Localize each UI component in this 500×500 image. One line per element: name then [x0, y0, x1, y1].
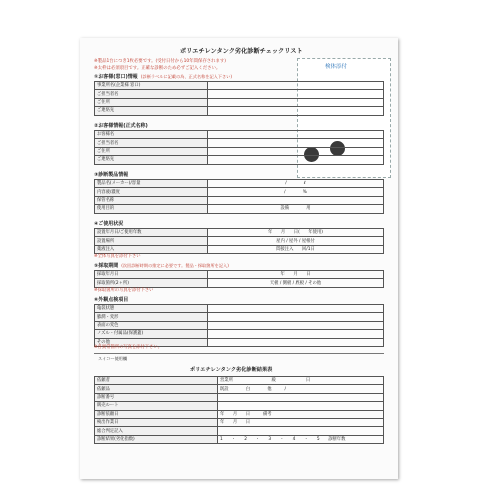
sample-attach-label: 検体添付 — [325, 64, 348, 70]
field-label: 依頼者 — [95, 377, 218, 385]
field-value[interactable] — [208, 82, 384, 90]
divider — [94, 353, 384, 354]
field-value[interactable] — [208, 131, 384, 139]
field-value[interactable]: 年 月 日 備考 — [218, 410, 384, 418]
field-value[interactable] — [208, 330, 384, 338]
table-row — [95, 196, 384, 204]
table-row — [95, 418, 384, 426]
table-row — [95, 377, 384, 385]
sampling-table — [94, 270, 384, 288]
table-row — [95, 180, 384, 188]
table-row — [95, 313, 384, 321]
form-note-1: ※製品1台につき1枚必要です。(受付日付から10年間保存されます) — [94, 59, 226, 64]
result-title: ポリエチレンタンク劣化診断結果表 — [190, 367, 273, 373]
field-label: 診断依頼日 — [95, 410, 218, 418]
field-value[interactable]: / % — [208, 188, 384, 196]
field-label: 内容液/濃度 — [95, 188, 208, 196]
table-row — [95, 321, 384, 329]
table-row — [95, 271, 384, 279]
inspection-table — [94, 304, 384, 347]
section-5-header — [94, 262, 229, 269]
field-value[interactable]: 設備 用 — [208, 205, 384, 213]
field-value[interactable]: 年 月 日( 年使用) — [208, 229, 384, 237]
field-value[interactable] — [218, 402, 384, 410]
field-value[interactable] — [208, 196, 384, 204]
section-1-title: ①お客様(窓口)情報 — [94, 74, 138, 80]
result-table — [94, 376, 384, 444]
field-label: 膨潤・変形 — [95, 313, 208, 321]
table-row — [95, 305, 384, 313]
field-label: 設置年月日/ご使用年数 — [95, 229, 208, 237]
field-label: 依頼品 — [95, 385, 218, 393]
section-4-header — [94, 220, 123, 227]
section-2-title: ②お客様情報(正式名称) — [94, 123, 148, 129]
field-value[interactable] — [208, 156, 384, 164]
field-value[interactable] — [208, 107, 384, 115]
field-value[interactable] — [208, 147, 384, 155]
section-6-title: ⑥外観点検項目 — [94, 297, 129, 303]
field-label: 薬液注入 — [95, 245, 208, 253]
table-row — [95, 82, 384, 90]
field-label: 診断番号 — [95, 393, 218, 401]
table-row — [95, 410, 384, 418]
field-value[interactable] — [218, 393, 384, 401]
checklist-sheet — [80, 38, 398, 479]
field-value[interactable]: 1 ・ 2 ・ 3 ・ 4 ・ 5 診断年数 — [218, 435, 384, 443]
form-note-2: ※太枠は必須項目です。正確な診断のため必ずご記入ください。 — [94, 66, 221, 71]
section-3-title: ③診断製品情報 — [94, 172, 129, 178]
field-label: 採取年月日 — [95, 271, 208, 279]
field-value[interactable]: 間接注入 回/1日 — [208, 245, 384, 253]
form-title: ポリエチレンタンク劣化診断チェックリスト — [180, 48, 303, 55]
table-row — [95, 147, 384, 155]
field-value[interactable] — [208, 98, 384, 106]
field-label: 採取箇所(2ヶ所) — [95, 279, 208, 287]
table-row — [95, 131, 384, 139]
field-value[interactable] — [218, 427, 384, 435]
field-label: 設置場所 — [95, 237, 208, 245]
field-label: ご連絡先 — [95, 107, 208, 115]
field-label: 表面の変色 — [95, 321, 208, 329]
field-value[interactable]: / ℓ — [208, 180, 384, 188]
section-4-title: ④ご使用状況 — [94, 221, 124, 227]
section-2-header — [94, 122, 148, 129]
field-label: その他 — [95, 338, 208, 346]
field-value[interactable] — [208, 313, 384, 321]
field-value[interactable] — [208, 139, 384, 147]
field-label: ご担当者名 — [95, 90, 208, 98]
table-row — [95, 393, 384, 401]
usage-table — [94, 228, 384, 254]
field-label: 製品名(メーカー)/容量 — [95, 180, 208, 188]
field-label: 事業所名(企業様 窓口) — [95, 82, 208, 90]
field-label: ご住所 — [95, 98, 208, 106]
field-value[interactable] — [208, 338, 384, 346]
field-value[interactable] — [208, 305, 384, 313]
table-row — [95, 435, 384, 443]
table-row — [95, 330, 384, 338]
table-row — [95, 385, 384, 393]
field-value[interactable] — [208, 321, 384, 329]
table-row — [95, 237, 384, 245]
table-row — [95, 427, 384, 435]
field-label: 保管名称 — [95, 196, 208, 204]
field-label: 検出作業日 — [95, 418, 218, 426]
field-value[interactable]: 既設 白 他 / — [218, 385, 384, 393]
table-row — [95, 90, 384, 98]
section-6-header — [94, 296, 128, 303]
section-5-subtitle: (次回診断時期の推定に必要です。製品・採取箇所を記入) — [121, 263, 229, 268]
product-table — [94, 179, 384, 214]
section-4-note: ※全体写真を添付下さい — [94, 254, 141, 259]
field-value[interactable]: 年 月 日 — [218, 418, 384, 426]
customer-table — [94, 130, 384, 165]
field-value[interactable]: 屋内 / 屋外 / 屋根付 — [208, 237, 384, 245]
field-value[interactable]: 年 月 日 — [208, 271, 384, 279]
table-row — [95, 98, 384, 106]
field-value[interactable]: 営業所 殿 日 — [218, 377, 384, 385]
table-row — [95, 402, 384, 410]
table-row — [95, 107, 384, 115]
field-label: ご担当者名 — [95, 139, 208, 147]
field-label: ご住所 — [95, 147, 208, 155]
table-row — [95, 156, 384, 164]
table-row — [95, 229, 384, 237]
field-label: ご連絡先 — [95, 156, 208, 164]
field-label: 使用目的 — [95, 205, 208, 213]
field-label: 亀裂状態 — [95, 305, 208, 313]
section-3-header — [94, 171, 128, 178]
customer-window-table — [94, 81, 384, 116]
table-row — [95, 205, 384, 213]
section-1-subtitle: (診断ラベルに記載の為、正式名称を記入下さい) — [140, 74, 233, 79]
field-label: ノズル・付属品(保護蓋) — [95, 330, 208, 338]
table-row — [95, 139, 384, 147]
field-label: 診断結果(劣化指数) — [95, 435, 218, 443]
section-5-title: ⑤採取期間 — [94, 263, 119, 269]
section-6-note: ※各異常箇所の写真を添付下さい。 — [94, 345, 163, 350]
office-use-label: スイコー使用欄 — [98, 356, 128, 361]
section-1-header — [94, 73, 232, 80]
field-label: お客様名 — [95, 131, 208, 139]
section-5-note: ※採取箇所の写真を添付下さい — [94, 288, 154, 293]
table-row — [95, 188, 384, 196]
field-value[interactable] — [208, 90, 384, 98]
field-label: 販売ルート — [95, 402, 218, 410]
field-value[interactable]: 天板 / 側板 / 底板 / その他 — [208, 279, 384, 287]
field-label: 総合判定記入 — [95, 427, 218, 435]
